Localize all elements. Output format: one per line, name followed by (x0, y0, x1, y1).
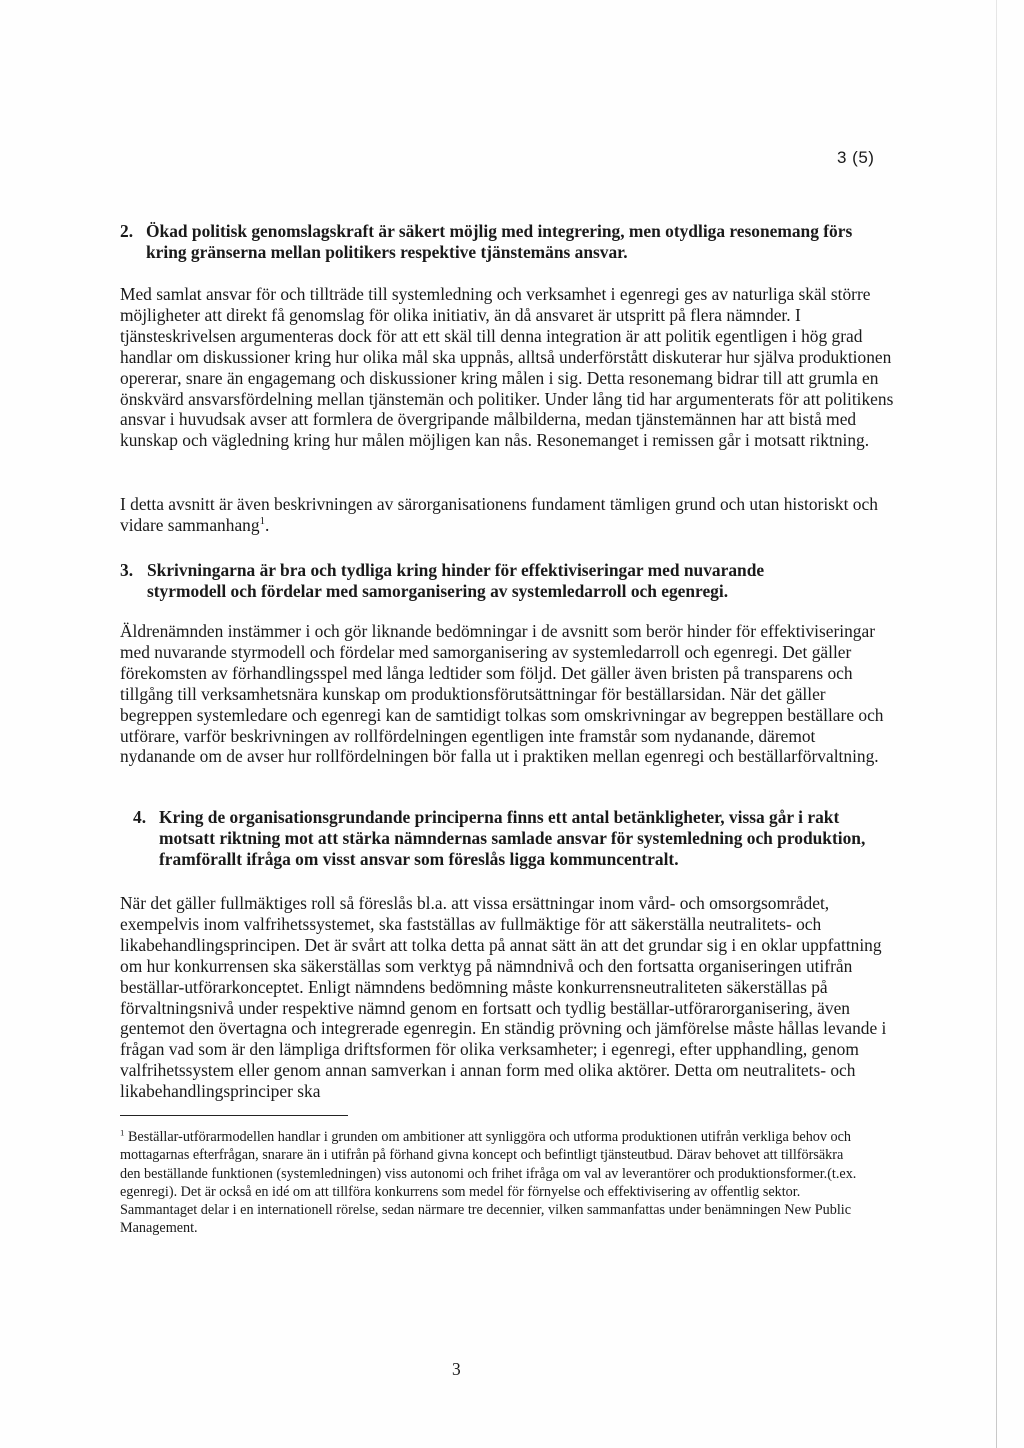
scan-edge-line (996, 0, 997, 1448)
section-2-paragraph-1 (120, 284, 895, 451)
section-2-paragraph-2-text (120, 494, 895, 536)
section-2-title: Ökad politisk genomslagskraft är säkert möjlig med integrering, men otydliga resonemang förs kring gränserna mellan politikers respektive tjänstemäns ansvar. (146, 221, 853, 262)
section-4-number: 4. (133, 807, 147, 827)
section-2-paragraph-1-text: Med samlat ansvar för och tillträde till systemledning och verksamhet i egenregi ges av naturliga skäl större möjligheter att direkt få genomslag för olika initiativ, än då ansvaret är utspritt på flera nämnder. I tjänsteskrivelsen argumenteras dock för att ett skäl till denna integration är att politik egentligen i hög grad handlar om diskussioner kring hur olika mål ska uppnås, alltså underförstått diskuterar hur själva produktionen opererar, snare än engagemang och diskussioner kring målen i sig. Detta resonemang bidrar till att grumla en önskvärd ansvarsfördelning mellan tjänstemän och politiker. Under lång tid har argumenterats för att politikens ansvar i huvudsak avser att formlera de övergripande målbilderna, medan tjänstemännen har att bistå med kunskap och vägledning kring hur målen möjligen kan nås. Resonemanget i remissen går i motsatt riktning. (120, 284, 894, 451)
section-2-paragraph-2-body: I detta avsnitt är även beskrivningen av särorganisationens fundament tämligen grund och utan historiskt och vidare sammanhang (120, 494, 878, 535)
footnote-text: Beställar-utförarmodellen handlar i grunden om ambitioner att synliggöra och utforma produktionen utifrån verkliga behov och mottagarnas efterfrågan, snarare än i utifrån på förhand givna koncept och befintligt tjänsteutbud. Därav behovet att tillförsäkra den beställande funktionen (systemledningen) viss autonomi och frihet ifråga om val av leverantörer och produktionsformer.(t.ex. egenregi). Det är också en idé om att tillföra konkurrens som medel för förnyelse och effektivisering av offentlig sektor. Sammantaget delar i en internationell rörelse, sedan närmare tre decennier, vilken sammanfattas under benämningen New Public Management. (120, 1129, 857, 1237)
section-4-heading (133, 807, 878, 870)
footnote-divider (120, 1115, 348, 1116)
footnote-reference: 1 (259, 515, 265, 528)
section-2-paragraph-2 (120, 494, 895, 536)
section-4-paragraph-text: När det gäller fullmäktiges roll så föreslås bl.a. att vissa ersättningar inom vård- och omsorgsområdet, exempelvis inom valfrihetssystemet, ska fastställas av fullmäktige för att säkerställa neutralitets- och likabehandlingsprincipen. Det är svårt att tolka detta på annat sätt än att det grundar sig i en oklar uppfattning om hur konkurrensen ska säkerställas som verktyg på nämndnivå och den fortsatta organiseringen utifrån beställar-utförarkonceptet. Enligt nämndens bedömning måste konkurrensneutraliteten säkerställas på förvaltningsnivå under respektive nämnd genom en fortsatt och tydlig beställar-utförarorganisering, även gentemot den övertagna och integrerade egenregin. En ständig prövning och jämförelse måste hållas levande i frågan vad som är den lämpliga driftsformen för olika verksamheter; i egenregi, efter upphandling, genom valfrihetssystem eller genom annan samverkan i annan form med olika aktörer. Detta om neutralitets- och likabehandlingsprinciper ska (120, 893, 887, 1102)
section-3-heading (120, 560, 840, 602)
section-3-title: Skrivningarna är bra och tydliga kring hinder för effektiviseringar med nuvarande styrmodell och fördelar med samorganisering av systemledarroll och egenregi. (147, 560, 765, 601)
page-reference: 3 (5) (837, 148, 875, 167)
section-3-paragraph-text: Äldrenämnden instämmer i och gör liknande bedömningar i de avsnitt som berör hinder för effektiviseringar med nuvarande styrmodell och fördelar med samorganisering av systemledarroll och egenregi. Det gäller förekomsten av förhandlingsspel med långa ledtider som följd. Det gäller även bristen på transparens och tillgång till verksamhetsnära kunskap om produktionsförutsättningar för beställarsidan. När det gäller begreppen systemledare och egenregi kan de samtidigt tolkas som omskrivningar av begreppen beställare och utförare, varför beskrivningen av rollfördelningen egentligen inte framstår som nydanande, däremot nydanande om de avser hur rollfördelningen bör falla ut i praktiken mellan egenregi och beställarförvaltning. (120, 621, 884, 767)
section-2-number: 2. (120, 221, 134, 241)
section-4-title: Kring de organisationsgrundande principerna finns ett antal betänkligheter, vissa går i rakt motsatt riktning mot att stärka nämndernas samlade ansvar för systemledning och produktion, framförallt ifråga om visst ansvar som föreslås ligga kommuncentralt. (159, 807, 866, 869)
section-3-number: 3. (120, 560, 134, 580)
page-number: 3 (452, 1359, 461, 1379)
section-2-heading (120, 221, 890, 263)
footnote (120, 1128, 860, 1238)
footnote-marker: 1 (120, 1127, 125, 1138)
section-2-paragraph-2-period: . (264, 514, 270, 535)
section-4-paragraph (120, 893, 895, 1102)
section-3-paragraph (120, 621, 895, 767)
